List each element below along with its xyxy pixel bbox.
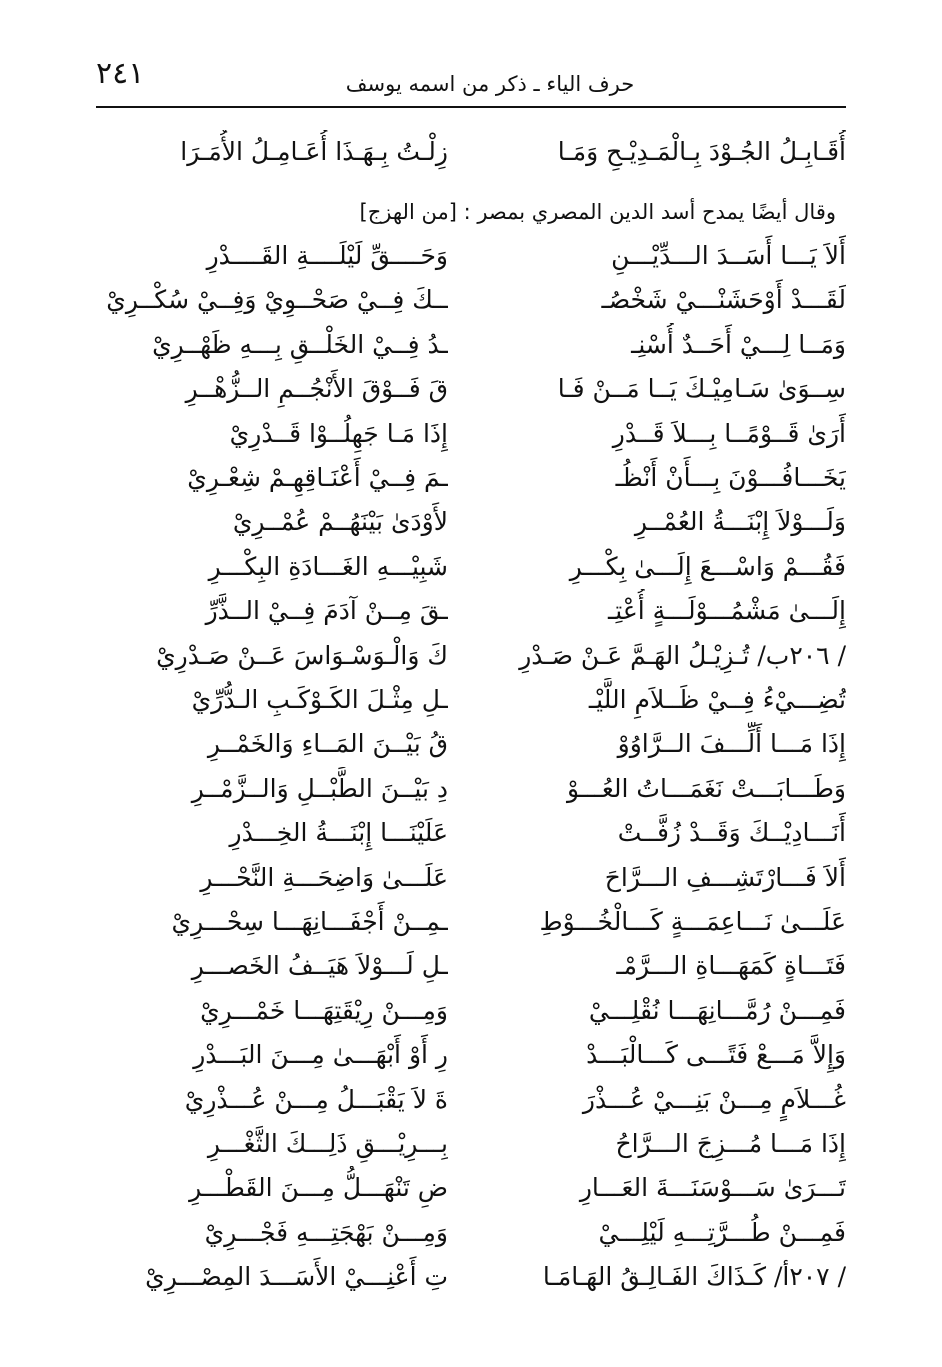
first-hemistich: أَنَـــادِيْــكَ وَقَــدْ زُفَّــتْ — [617, 818, 846, 848]
first-hemistich: أَلاَ فَـــارْتَشِـــفِ الـــرَّاحَ — [604, 862, 846, 892]
verse-row — [0, 944, 942, 988]
verse-row — [0, 1033, 942, 1077]
first-hemistich: فَتَـــاةٍ كَمَهَـــاةِ الـــرَّمْـ — [616, 951, 846, 981]
verse-row — [0, 456, 942, 500]
second-hemistich: ـلِ لَـــوْلاَ هَيَــفُ الخَصـــرِ — [191, 951, 448, 981]
second-hemistich: ضِ تَنْهَـــلُّ مِـــنَ القَطْـــرِ — [189, 1173, 448, 1203]
second-hemistich: قُ بَيْــنَ المَــاءِ وَالخَمْــرِ — [207, 729, 448, 759]
first-hemistich: غُـــلاَمٍ مِـــنْ بَنِـــيْ عُـــذْرَ — [582, 1084, 846, 1114]
verse-row — [0, 767, 942, 811]
verse-row — [0, 634, 942, 678]
running-head: حرف الياء ـ ذكر من اسمه يوسف — [345, 72, 635, 96]
verse-row — [0, 856, 942, 900]
second-hemistich: دِ بَيْــنَ الطَّبْــلِ وَالــزَّمْــرِ — [191, 773, 448, 803]
second-hemistich: ةَ لاَ يَقْبَـــلُ مِـــنْ عُـــذْرِيْ — [184, 1084, 448, 1114]
second-hemistich: ـدُ فِــيْ الخَلْــقِ بِـــهِ ظَهْــرِيْ — [152, 329, 448, 359]
second-hemistich: كَ وَالْـوَسْـوَاسَ عَــنْ صَـدْرِيْ — [156, 640, 448, 670]
second-hemistich: ـلِ مِثْـلَ الكَـوْكَـبِ الـدُّرِّيْ — [191, 685, 448, 714]
first-hemistich: عَلَـــىٰ نَـــاعِمَـــةٍ كَـــالْخُـــوْطِ — [539, 907, 846, 936]
verse-row — [0, 500, 942, 544]
first-hemistich: تَـــرَىٰ سَـــوْسَنَـــةَ العَـــارِ — [579, 1173, 846, 1203]
first-hemistich: وَإِلاَّ مَـــعْ فَتًـــى كَـــالْبَـــدْ — [586, 1040, 846, 1070]
first-hemistich: / ٢٠٧أ/ كَـذَاكَ الفَـالِـقُ الهَـامَـا — [542, 1262, 846, 1292]
first-hemistich: أَلاَ يَـــا أَسَــدَ الـــدِّيْـــنِ — [611, 241, 846, 270]
first-hemistich: تُضِـــيْءُ فِــيْ ظَــلاَمِ اللَّيْـ — [588, 685, 846, 714]
second-hemistich: لأَوْدَىٰ بَيْنَهُــمْ عُمْــرِيْ — [232, 507, 448, 537]
second-hemistich: إِذَا مَـا جَهِلُــوْا قَــدْرِيْ — [229, 418, 448, 448]
verse-row — [0, 589, 942, 633]
verse-row — [0, 412, 942, 456]
intro-line: وقال أيضًا يمدح أسد الدين المصري بمصر : [من الهزج] — [359, 200, 836, 224]
verse-row — [0, 545, 942, 589]
verse-row — [0, 1122, 942, 1166]
first-hemistich: إِلَـــىٰ مَشْمُـــوْلَـــةٍ أُعْتِـ — [607, 596, 846, 626]
first-hemistich: أَرَىٰ قَــوْمًــا بِـــلاَ قَــدْرِ — [612, 418, 846, 448]
second-hemistich: رِ أَوْ أَبْهَـــىٰ مِـــنَ البَـــدْرِ — [193, 1040, 448, 1070]
verse-row — [0, 678, 942, 722]
verse-row — [0, 989, 942, 1033]
verse-row — [0, 811, 942, 855]
verse-row — [0, 323, 942, 367]
verse-row — [0, 1211, 942, 1255]
first-hemistich: وَمَــا لِـــيْ أَحَــدٌ أُسْنِـ — [631, 329, 846, 359]
second-hemistich: بِـــرِيْـــقِ ذَلِـــكَ الثَّغْـــرِ — [207, 1129, 448, 1158]
verse-row — [0, 278, 942, 322]
opening-verse — [0, 130, 942, 174]
first-hemistich: فَقُـــمْ وَاسْـــعَ إِلَـــىٰ بِكْـــرِ — [569, 551, 846, 581]
first-hemistich: فَمِـــنْ رُمَّـــانِهَـــا نُقْلِـــيْ — [588, 995, 846, 1025]
header-rule — [96, 106, 846, 108]
verse-row — [0, 234, 942, 278]
second-hemistich: زِلْـتُ بِـهَـذَا أُعَـامِـلُ الأُمَـرَا — [180, 137, 448, 166]
page-number: ٢٤١ — [96, 56, 145, 91]
second-hemistich: عَلَيْنَـــا إِبْنَـــةُ الخِـــدْرِ — [229, 818, 448, 848]
verse-row — [0, 1255, 942, 1299]
verse-row — [0, 900, 942, 944]
second-hemistich: ــكَ فِــيْ صَحْــوِيْ وَفِــيْ سُكْــرِيْ — [106, 285, 448, 315]
first-hemistich: إِذَا مَـــا أَلِّـــفَ الــرَّاوُوْ — [617, 729, 846, 759]
second-hemistich: وَمِـــنْ رِيْقَتِهَـــا خَمْـــرِيْ — [200, 995, 448, 1025]
second-hemistich: وَحَــــقِّ لَيْلَــــةِ القَــــدْرِ — [206, 241, 448, 270]
second-hemistich: ـمِــنْ أَجْفَـــانِهَـــا سِحْـــرِيْ — [171, 907, 448, 936]
verse-row — [0, 722, 942, 766]
first-hemistich: يَخَـــافُـــوْنَ بِـــأَنْ أَنْظُـ — [615, 463, 846, 492]
second-hemistich: قَ فَــوْقَ الأَنْجُــمِ الــزُّهْــرِ — [185, 374, 448, 404]
verse-row — [0, 367, 942, 411]
second-hemistich: شَبِيْـــهِ الغَـــادَةِ البِكْـــرِ — [208, 551, 448, 581]
first-hemistich: وَطَـــابَـــتْ نَغَمَـــاتُ العُـــوْ — [566, 773, 846, 803]
second-hemistich: ـمَ فِــيْ أَعْنَـاقِهِـمْ شِعْـرِيْ — [187, 463, 448, 492]
first-hemistich: أُقَـابِـلُ الجُـوْدَ بِـالْمَـدِيْـحِ وَمَـا — [557, 137, 846, 166]
first-hemistich: فَمِـــنْ طُـــرَّتِـــهِ لَيْلِـــيْ — [598, 1217, 846, 1247]
first-hemistich: وَلَـــوْلاَ إِبْنَـــةُ العُمْــرِ — [634, 507, 846, 537]
first-hemistich: إِذَا مَـــا مُـــزِجَ الـــرَّاحُ — [615, 1129, 846, 1158]
verse-row — [0, 1078, 942, 1122]
second-hemistich: تِ أَعْنِـــيْ الأَسَـــدَ المِصْـــرِيْ — [145, 1262, 448, 1292]
second-hemistich: وَمِـــنْ بَهْجَتِـــهِ فَجْـــرِيْ — [204, 1217, 448, 1247]
first-hemistich: لَقَـــدْ أَوْحَشَنْـــيْ شَخْصُـ — [601, 285, 846, 315]
verse-row — [0, 1166, 942, 1210]
second-hemistich: ـقَ مِــنْ آدَمَ فِــيْ الــذَّرِّ — [205, 596, 448, 626]
first-hemistich: سِــوَىٰ سَـامِيْـكَ يَــا مَــنْ فَـا — [557, 374, 846, 404]
first-hemistich: / ٢٠٦ب/ تُـزِيْـلُ الهَـمَّ عَـنْ صَـدْرِ — [519, 640, 846, 670]
second-hemistich: عَلَـــىٰ وَاضِحَـــةِ النَّحْـــرِ — [200, 862, 448, 892]
